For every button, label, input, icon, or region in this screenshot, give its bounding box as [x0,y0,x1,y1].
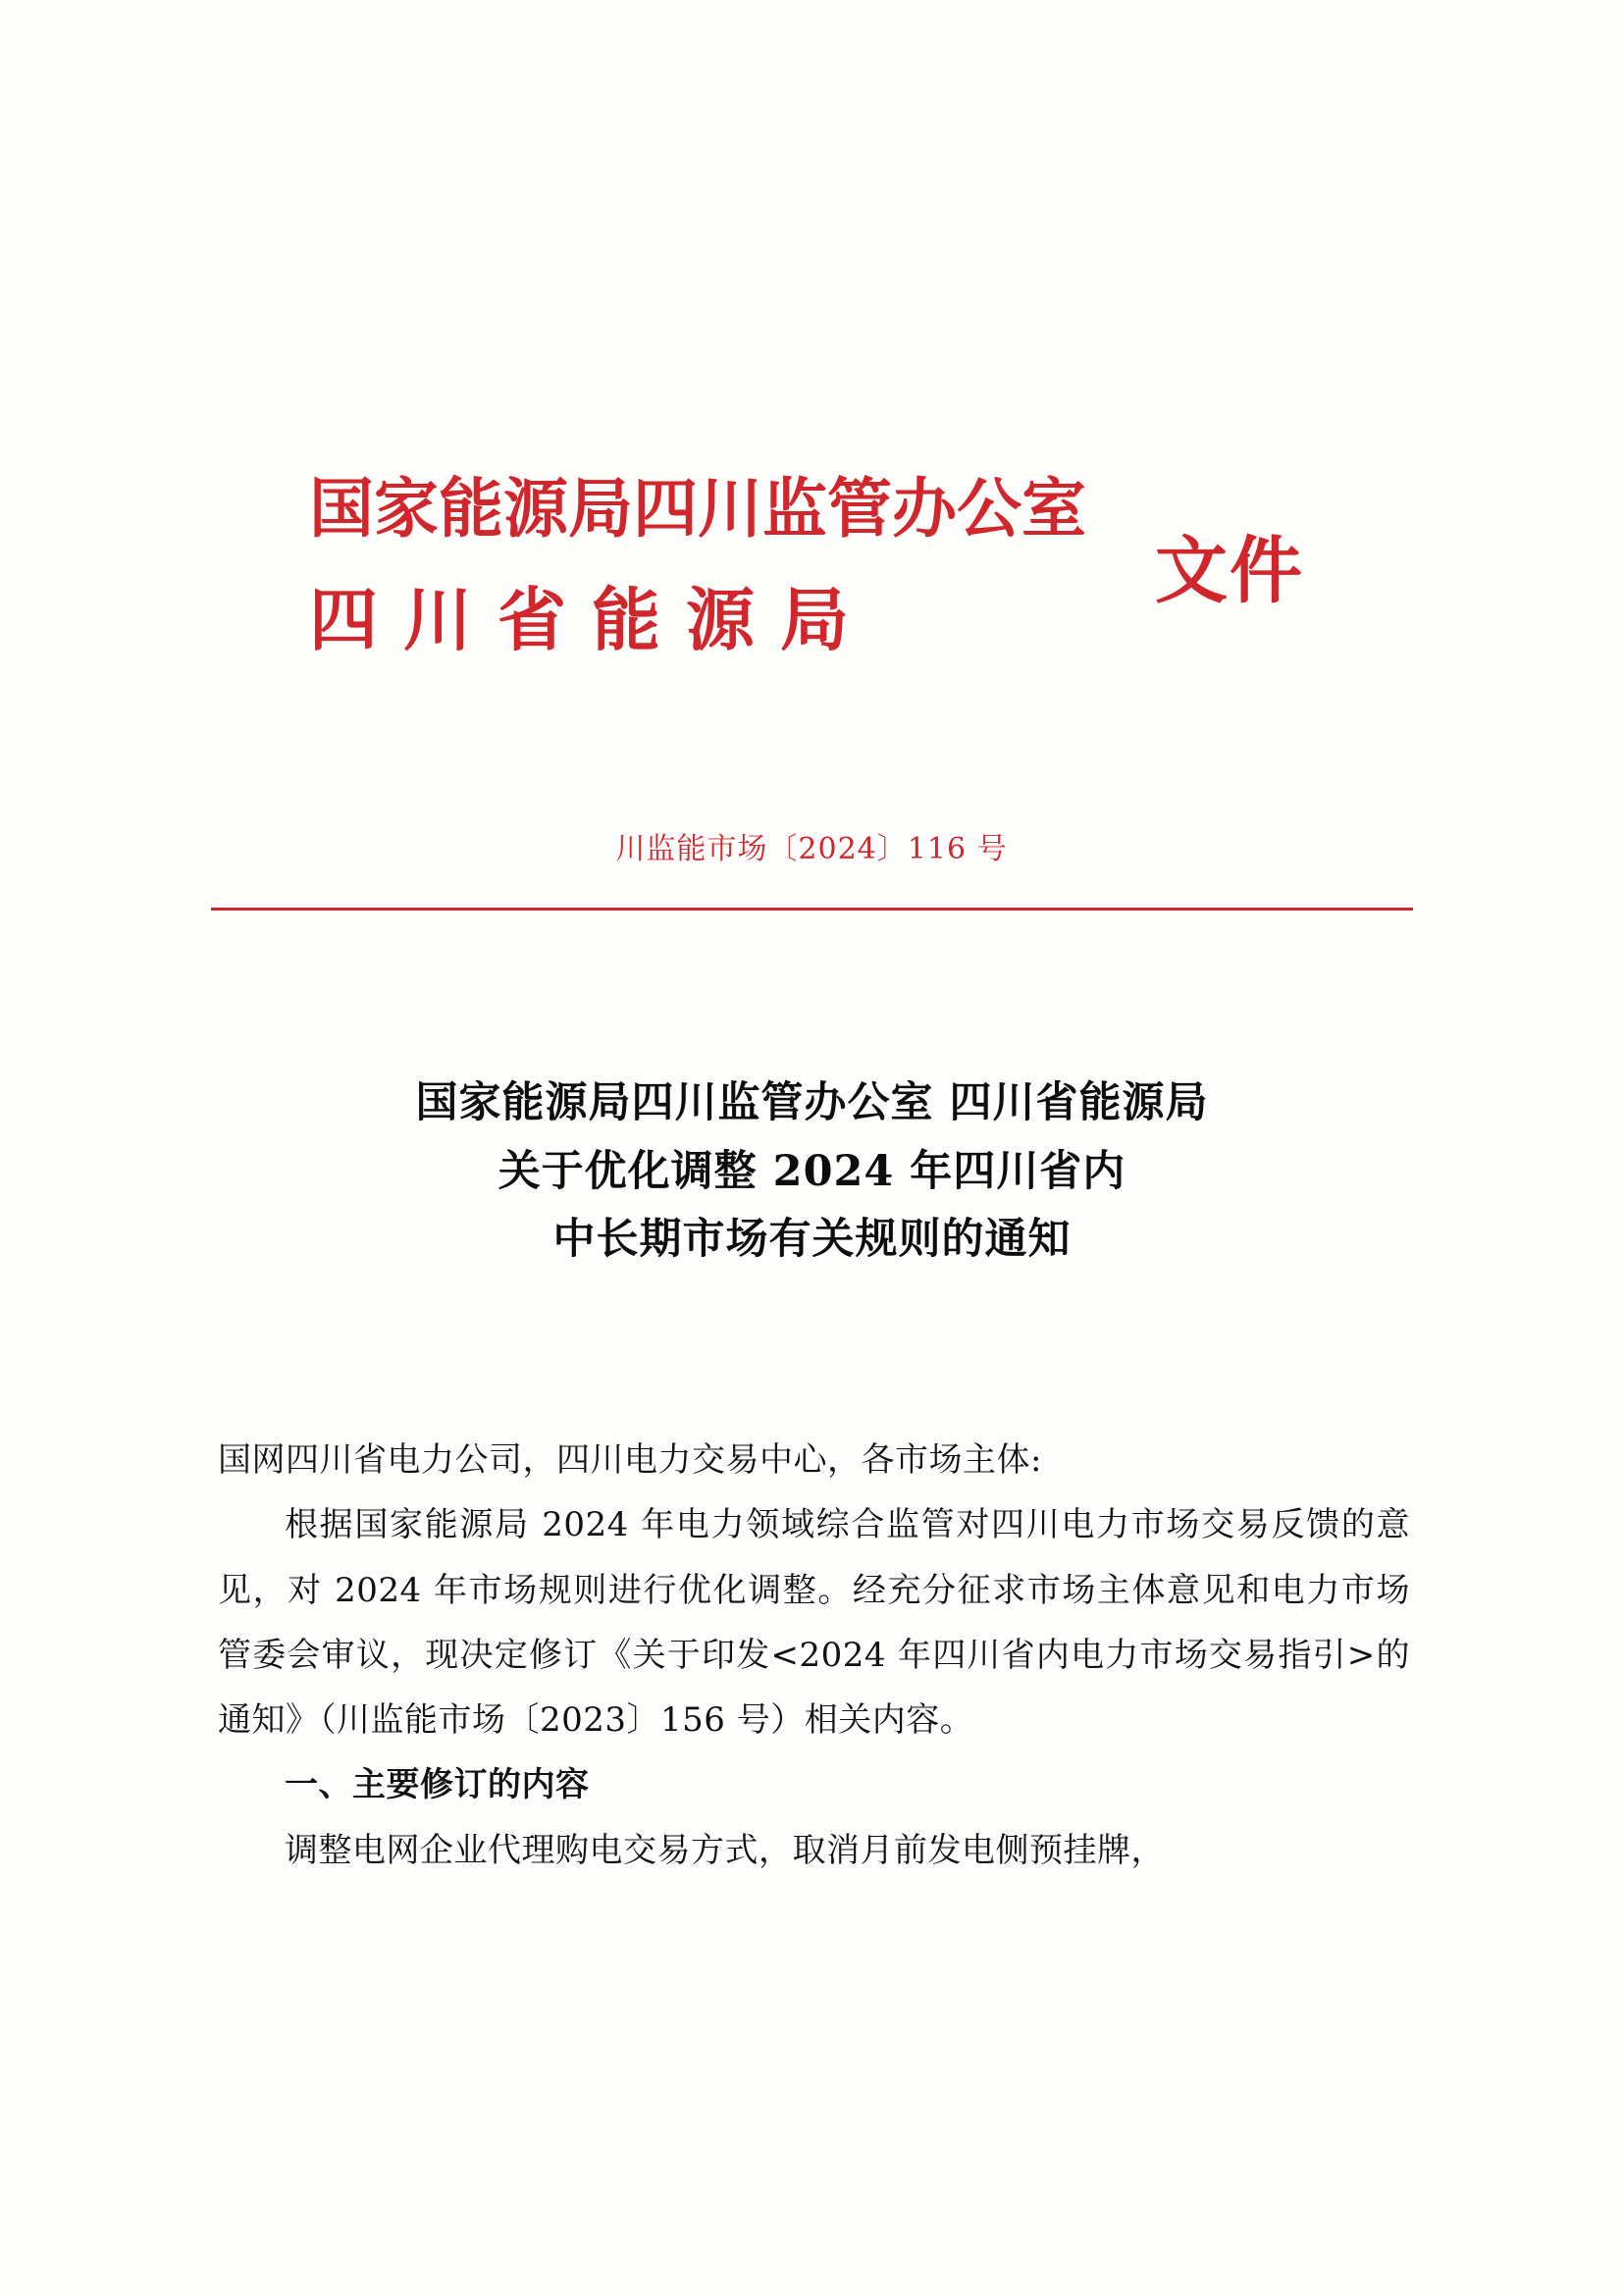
section-heading-1: 一、主要修订的内容 [285,1765,590,1805]
body-paragraph-1: 根据国家能源局 2024 年电力领域综合监管对四川电力市场交易反馈的意见，对 2024 年市场规则进行优化调整。经充分征求市场主体意见和电力市场管委会审议，现决定修订《关于印发<2024 年四川省内电力市场交易指引>的通知》（川监能市场〔2023〕156 号）相关内容。 [218,1505,1410,1741]
document-title [226,1070,1398,1275]
document-title-line-2: 关于优化调整 2024 年四川省内 [497,1146,1126,1196]
document-title-line-1: 国家能源局四川监管办公室 四川省能源局 [415,1078,1209,1127]
salutation: 国网四川省电力公司，四川电力交易中心，各市场主体: [218,1440,1042,1480]
masthead [0,461,1623,660]
masthead-divider [211,908,1413,911]
document-title-line-3: 中长期市场有关规则的通知 [552,1215,1072,1265]
masthead-suffix: 文件 [1155,529,1304,613]
document-body [218,1428,1410,1883]
issuing-organization-line-2: 四川省能源局 [309,579,874,660]
section-1-paragraph-1: 调整电网企业代理购电交易方式，取消月前发电侧预挂牌， [285,1830,1165,1870]
document-number: 川监能市场〔2024〕116 号 [615,832,1008,866]
issuing-organization-line-1: 国家能源局四川监管办公室 [309,470,1086,547]
